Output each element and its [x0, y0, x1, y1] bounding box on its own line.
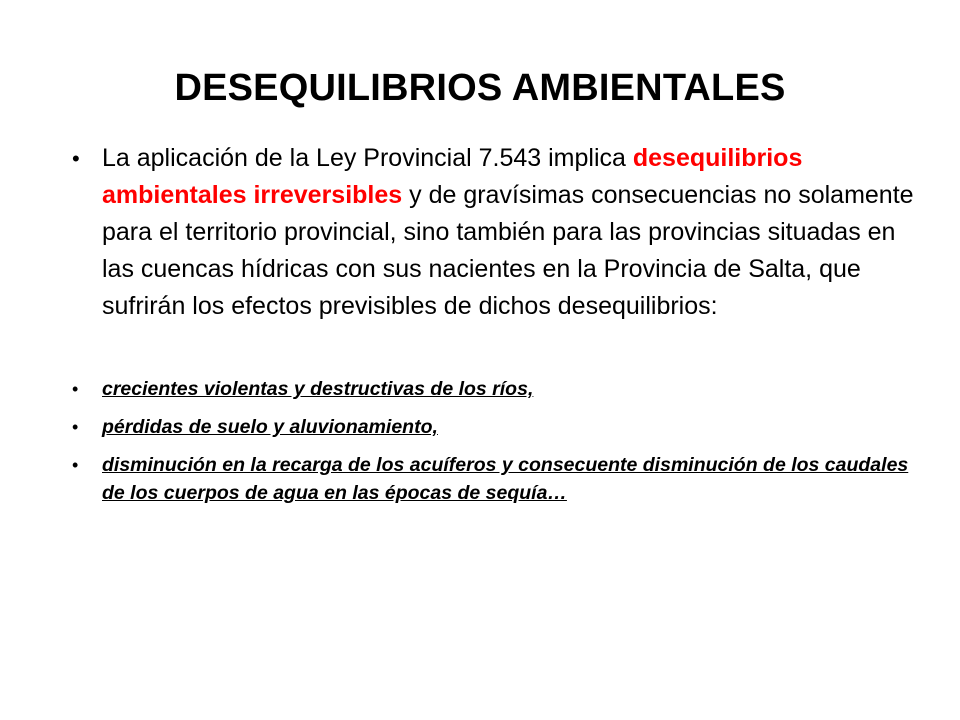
effect-item-3: [72, 451, 922, 507]
bullet-list: [72, 140, 922, 507]
effect-text: pérdidas de suelo y aluvionamiento,: [102, 416, 438, 438]
effect-text: disminución en la recarga de los acuíferos y consecuente disminución de los caudales de los cuerpos de agua en las épocas de sequía…: [102, 454, 909, 504]
main-point-highlight: desequilibrios ambientales irreversibles: [102, 144, 803, 209]
bullet-icon: •: [72, 379, 79, 399]
main-point-text-after: y de gravísimas consecuencias no solamente para el territorio provincial, sino también para las provincias situadas en las cuencas hídricas con sus nacientes en la Provincia de Salta, que sufrirán los efectos previsibles de dichos desequilibrios:: [102, 181, 914, 320]
effect-item-1: [72, 375, 922, 403]
effect-item-2: [72, 413, 922, 441]
bullet-icon: •: [72, 146, 80, 171]
effect-text: crecientes violentas y destructivas de los ríos,: [102, 378, 534, 400]
bullet-icon: •: [72, 417, 79, 437]
main-bullet-point: [72, 140, 922, 325]
bullet-icon: •: [72, 455, 79, 475]
main-point-text-before: La aplicación de la Ley Provincial 7.543 implica: [102, 144, 633, 172]
slide-body: [72, 140, 922, 517]
slide-title: DESEQUILIBRIOS AMBIENTALES: [174, 67, 786, 109]
